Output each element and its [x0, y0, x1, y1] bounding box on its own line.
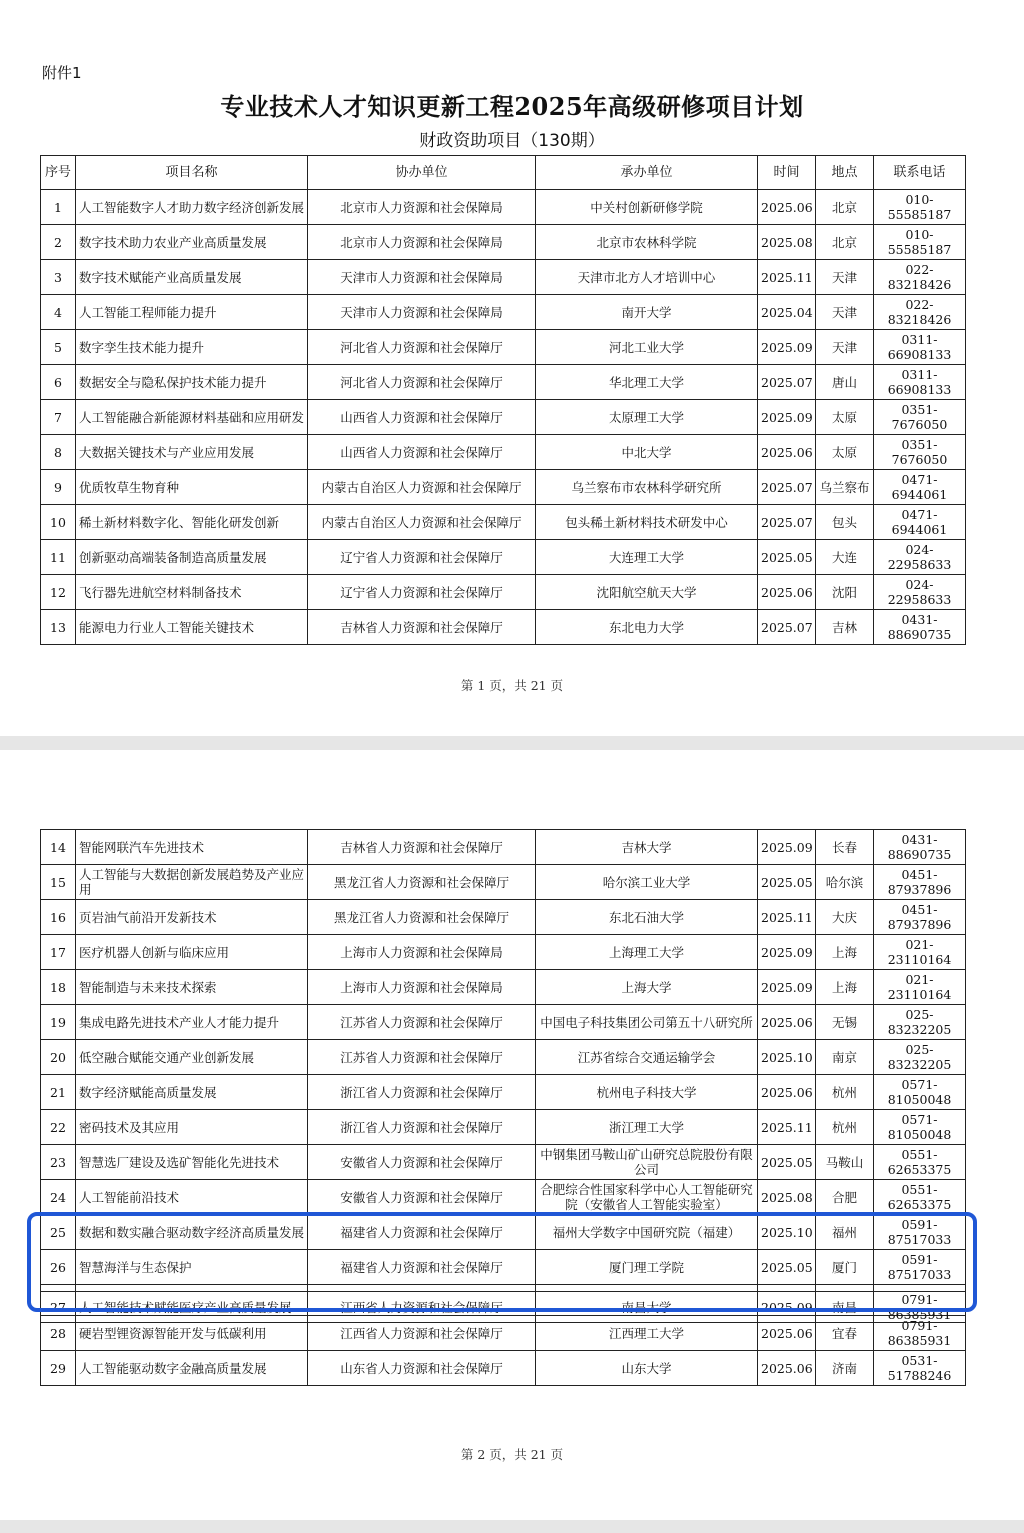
- cell-no: 12: [41, 575, 76, 610]
- cell-project-name: 硬岩型锂资源智能开发与低碳利用: [76, 1316, 308, 1351]
- cell-place: 合肥: [816, 1180, 874, 1215]
- cell-place: 大庆: [816, 900, 874, 935]
- cell-co-organizer: 安徽省人力资源和社会保障厅: [308, 1180, 536, 1215]
- cell-no: 1: [41, 190, 76, 225]
- header-time: 时间: [758, 156, 816, 190]
- cell-no: 28: [41, 1316, 76, 1351]
- cell-no: 11: [41, 540, 76, 575]
- table-row: [41, 435, 966, 470]
- cell-phone: 0451-87937896: [874, 900, 966, 935]
- cell-phone: 0351-7676050: [874, 400, 966, 435]
- cell-project-name: 智慧海洋与生态保护: [76, 1250, 308, 1285]
- cell-time: 2025.05: [758, 540, 816, 575]
- cell-time: 2025.07: [758, 365, 816, 400]
- cell-time: 2025.06: [758, 1075, 816, 1110]
- cell-place: 无锡: [816, 1005, 874, 1040]
- cell-place: 包头: [816, 505, 874, 540]
- cell-time: 2025.07: [758, 505, 816, 540]
- cell-time: 2025.11: [758, 1110, 816, 1145]
- cell-phone: 010-55585187: [874, 225, 966, 260]
- cell-project-name: 人工智能驱动数字金融高质量发展: [76, 1351, 308, 1386]
- cell-time: 2025.05: [758, 1145, 816, 1180]
- table-row: [41, 1110, 966, 1145]
- table-row: [41, 365, 966, 400]
- cell-host: 浙江理工大学: [536, 1110, 758, 1145]
- cell-place: 唐山: [816, 365, 874, 400]
- cell-co-organizer: 福建省人力资源和社会保障厅: [308, 1215, 536, 1250]
- cell-place: 杭州: [816, 1075, 874, 1110]
- header-host: 承办单位: [536, 156, 758, 190]
- cell-no: 27: [41, 1292, 76, 1323]
- cell-phone: 024-22958633: [874, 540, 966, 575]
- table-row: [41, 1005, 966, 1040]
- cell-co-organizer: 辽宁省人力资源和社会保障厅: [308, 540, 536, 575]
- cell-project-name: 人工智能技术赋能医疗产业高质量发展: [76, 1292, 308, 1323]
- cell-time: 2025.10: [758, 1215, 816, 1250]
- cell-no: 5: [41, 330, 76, 365]
- cell-place: 乌兰察布: [816, 470, 874, 505]
- cell-project-name: 智能网联汽车先进技术: [76, 830, 308, 865]
- project-table-page-1: [40, 155, 966, 645]
- cell-host: 南开大学: [536, 295, 758, 330]
- table-row: [41, 865, 966, 900]
- cell-host: 山东大学: [536, 1351, 758, 1386]
- cell-place: 太原: [816, 400, 874, 435]
- cell-phone: 021-23110164: [874, 970, 966, 1005]
- cell-phone: 022-83218426: [874, 260, 966, 295]
- cell-phone: 0471-6944061: [874, 470, 966, 505]
- cell-host: 江西理工大学: [536, 1316, 758, 1351]
- cell-place: 天津: [816, 260, 874, 295]
- cell-no: 22: [41, 1110, 76, 1145]
- cell-host: 太原理工大学: [536, 400, 758, 435]
- cell-no: 16: [41, 900, 76, 935]
- cell-phone: 022-83218426: [874, 295, 966, 330]
- table-row: [41, 1040, 966, 1075]
- cell-phone: 0311-66908133: [874, 330, 966, 365]
- cell-time: 2025.09: [758, 1292, 816, 1323]
- cell-no: 29: [41, 1351, 76, 1386]
- cell-no: 4: [41, 295, 76, 330]
- cell-phone: 0471-6944061: [874, 505, 966, 540]
- cell-host: 中关村创新研修学院: [536, 190, 758, 225]
- header-no: 序号: [41, 156, 76, 190]
- cell-place: 北京: [816, 225, 874, 260]
- cell-time: 2025.06: [758, 435, 816, 470]
- cell-co-organizer: 山西省人力资源和社会保障厅: [308, 435, 536, 470]
- cell-host: 中钢集团马鞍山矿山研究总院股份有限公司: [536, 1145, 758, 1180]
- cell-place: 马鞍山: [816, 1145, 874, 1180]
- cell-place: 长春: [816, 830, 874, 865]
- cell-phone: 021-23110164: [874, 935, 966, 970]
- cell-time: 2025.09: [758, 970, 816, 1005]
- cell-phone: 0571-81050048: [874, 1075, 966, 1110]
- table-row: [41, 260, 966, 295]
- cell-time: 2025.06: [758, 575, 816, 610]
- table-row: [41, 330, 966, 365]
- cell-host: 杭州电子科技大学: [536, 1075, 758, 1110]
- cell-co-organizer: 河北省人力资源和社会保障厅: [308, 365, 536, 400]
- cell-host: 东北电力大学: [536, 610, 758, 645]
- table-header-row: [41, 156, 966, 190]
- cell-co-organizer: 内蒙古自治区人力资源和社会保障厅: [308, 505, 536, 540]
- cell-co-organizer: 浙江省人力资源和社会保障厅: [308, 1075, 536, 1110]
- cell-place: 杭州: [816, 1110, 874, 1145]
- cell-time: 2025.07: [758, 470, 816, 505]
- cell-time: 2025.06: [758, 1005, 816, 1040]
- cell-host: 包头稀土新材料技术研发中心: [536, 505, 758, 540]
- cell-no: 15: [41, 865, 76, 900]
- cell-project-name: 人工智能工程师能力提升: [76, 295, 308, 330]
- cell-host: 东北石油大学: [536, 900, 758, 935]
- table-row: [41, 575, 966, 610]
- cell-time: 2025.09: [758, 330, 816, 365]
- cell-host: 中北大学: [536, 435, 758, 470]
- cell-co-organizer: 吉林省人力资源和社会保障厅: [308, 830, 536, 865]
- cell-phone: 0431-88690735: [874, 830, 966, 865]
- cell-place: 吉林: [816, 610, 874, 645]
- document-page-1: [0, 0, 1024, 736]
- cell-no: 23: [41, 1145, 76, 1180]
- cell-time: 2025.09: [758, 935, 816, 970]
- cell-co-organizer: 江西省人力资源和社会保障厅: [308, 1292, 536, 1323]
- cell-place: 沈阳: [816, 575, 874, 610]
- cell-project-name: 智慧选厂建设及选矿智能化先进技术: [76, 1145, 308, 1180]
- cell-project-name: 飞行器先进航空材料制备技术: [76, 575, 308, 610]
- table-row: [41, 470, 966, 505]
- table-row: [41, 540, 966, 575]
- cell-project-name: 集成电路先进技术产业人才能力提升: [76, 1005, 308, 1040]
- cell-host: 河北工业大学: [536, 330, 758, 365]
- table-row: [41, 1075, 966, 1110]
- cell-time: 2025.05: [758, 865, 816, 900]
- cell-place: 南昌: [816, 1292, 874, 1323]
- cell-host: 上海理工大学: [536, 935, 758, 970]
- table-row: [41, 190, 966, 225]
- cell-project-name: 人工智能前沿技术: [76, 1180, 308, 1215]
- cell-project-name: 数据安全与隐私保护技术能力提升: [76, 365, 308, 400]
- cell-co-organizer: 浙江省人力资源和社会保障厅: [308, 1110, 536, 1145]
- cell-place: 宜春: [816, 1316, 874, 1351]
- cell-place: 福州: [816, 1215, 874, 1250]
- cell-co-organizer: 天津市人力资源和社会保障局: [308, 260, 536, 295]
- cell-time: 2025.09: [758, 830, 816, 865]
- cell-no: 6: [41, 365, 76, 400]
- cell-phone: 0551-62653375: [874, 1180, 966, 1215]
- cell-project-name: 数字经济赋能高质量发展: [76, 1075, 308, 1110]
- cell-no: 2: [41, 225, 76, 260]
- cell-co-organizer: 北京市人力资源和社会保障局: [308, 190, 536, 225]
- table-row: [41, 935, 966, 970]
- cell-project-name: 医疗机器人创新与临床应用: [76, 935, 308, 970]
- cell-place: 济南: [816, 1351, 874, 1386]
- cell-host: 吉林大学: [536, 830, 758, 865]
- cell-no: 17: [41, 935, 76, 970]
- table-row: [41, 1145, 966, 1180]
- cell-phone: 0571-81050048: [874, 1110, 966, 1145]
- table-row: [41, 1292, 966, 1323]
- cell-host: 福州大学数字中国研究院（福建）: [536, 1215, 758, 1250]
- table-row: [41, 505, 966, 540]
- cell-host: 南昌大学: [536, 1292, 758, 1323]
- cell-place: 上海: [816, 935, 874, 970]
- cell-host: 北京市农林科学院: [536, 225, 758, 260]
- cell-project-name: 智能制造与未来技术探索: [76, 970, 308, 1005]
- table-row: [41, 1215, 966, 1250]
- cell-co-organizer: 天津市人力资源和社会保障局: [308, 295, 536, 330]
- cell-co-organizer: 吉林省人力资源和社会保障厅: [308, 610, 536, 645]
- row-27-partially-hidden: [40, 1292, 965, 1326]
- cell-project-name: 人工智能数字人才助力数字经济创新发展: [76, 190, 308, 225]
- cell-phone: 0351-7676050: [874, 435, 966, 470]
- cell-host: 华北理工大学: [536, 365, 758, 400]
- cell-no: 19: [41, 1005, 76, 1040]
- cell-co-organizer: 上海市人力资源和社会保障局: [308, 970, 536, 1005]
- cell-no: 14: [41, 830, 76, 865]
- cell-co-organizer: 山西省人力资源和社会保障厅: [308, 400, 536, 435]
- table-row: [41, 1250, 966, 1285]
- cell-phone: 0431-88690735: [874, 610, 966, 645]
- cell-time: 2025.04: [758, 295, 816, 330]
- cell-no: 18: [41, 970, 76, 1005]
- cell-host: 哈尔滨工业大学: [536, 865, 758, 900]
- cell-time: 2025.08: [758, 1180, 816, 1215]
- table-row: [41, 970, 966, 1005]
- cell-co-organizer: 江苏省人力资源和社会保障厅: [308, 1005, 536, 1040]
- cell-phone: 0791-86385931: [874, 1316, 966, 1351]
- cell-phone: 025-83232205: [874, 1040, 966, 1075]
- cell-project-name: 创新驱动高端装备制造高质量发展: [76, 540, 308, 575]
- cell-no: 26: [41, 1250, 76, 1285]
- cell-place: 太原: [816, 435, 874, 470]
- document-title: 专业技术人才知识更新工程2025年高级研修项目计划: [220, 92, 804, 121]
- cell-no: 21: [41, 1075, 76, 1110]
- cell-co-organizer: 河北省人力资源和社会保障厅: [308, 330, 536, 365]
- cell-co-organizer: 内蒙古自治区人力资源和社会保障厅: [308, 470, 536, 505]
- document-subtitle: 财政资助项目（130期）: [419, 131, 605, 151]
- cell-project-name: 稀土新材料数字化、智能化研发创新: [76, 505, 308, 540]
- row-27-table: [40, 1291, 966, 1323]
- cell-phone: 0791-86385931: [874, 1292, 966, 1323]
- cell-place: 哈尔滨: [816, 865, 874, 900]
- cell-time: 2025.07: [758, 610, 816, 645]
- page-separator: [0, 736, 1024, 750]
- cell-co-organizer: 上海市人力资源和社会保障局: [308, 935, 536, 970]
- cell-project-name: 人工智能融合新能源材料基础和应用研发: [76, 400, 308, 435]
- cell-project-name: 大数据关键技术与产业应用发展: [76, 435, 308, 470]
- attachment-label: 附件1: [42, 64, 82, 82]
- cell-no: 9: [41, 470, 76, 505]
- cell-no: 24: [41, 1180, 76, 1215]
- page-footer-2: 第 2 页，共 21 页: [460, 1447, 564, 1462]
- header-co-organizer: 协办单位: [308, 156, 536, 190]
- table-row: [41, 225, 966, 260]
- cell-no: 10: [41, 505, 76, 540]
- cell-host: 天津市北方人才培训中心: [536, 260, 758, 295]
- cell-co-organizer: 黑龙江省人力资源和社会保障厅: [308, 865, 536, 900]
- cell-co-organizer: 黑龙江省人力资源和社会保障厅: [308, 900, 536, 935]
- header-place: 地点: [816, 156, 874, 190]
- table-row: [41, 900, 966, 935]
- table-row: [41, 1351, 966, 1386]
- cell-phone: 0551-62653375: [874, 1145, 966, 1180]
- cell-phone: 025-83232205: [874, 1005, 966, 1040]
- cell-place: 上海: [816, 970, 874, 1005]
- table-row: [41, 400, 966, 435]
- cell-host: 乌兰察布市农林科学研究所: [536, 470, 758, 505]
- cell-project-name: 人工智能与大数据创新发展趋势及产业应用: [76, 865, 308, 900]
- cell-co-organizer: 江苏省人力资源和社会保障厅: [308, 1040, 536, 1075]
- header-phone: 联系电话: [874, 156, 966, 190]
- cell-place: 天津: [816, 295, 874, 330]
- cell-host: 江苏省综合交通运输学会: [536, 1040, 758, 1075]
- cell-no: 20: [41, 1040, 76, 1075]
- cell-time: 2025.08: [758, 225, 816, 260]
- cell-host: 中国电子科技集团公司第五十八研究所: [536, 1005, 758, 1040]
- cell-co-organizer: 江西省人力资源和社会保障厅: [308, 1316, 536, 1351]
- cell-phone: 0311-66908133: [874, 365, 966, 400]
- header-project-name: 项目名称: [76, 156, 308, 190]
- cell-time: 2025.09: [758, 400, 816, 435]
- table-row: [41, 610, 966, 645]
- cell-time: 2025.06: [758, 1316, 816, 1351]
- cell-place: 厦门: [816, 1250, 874, 1285]
- cell-co-organizer: 北京市人力资源和社会保障局: [308, 225, 536, 260]
- cell-phone: 0451-87937896: [874, 865, 966, 900]
- cell-time: 2025.11: [758, 260, 816, 295]
- cell-host: 厦门理工学院: [536, 1250, 758, 1285]
- cell-project-name: 数字孪生技术能力提升: [76, 330, 308, 365]
- cell-host: 大连理工大学: [536, 540, 758, 575]
- cell-project-name: 数字技术助力农业产业高质量发展: [76, 225, 308, 260]
- cell-place: 北京: [816, 190, 874, 225]
- cell-host: 上海大学: [536, 970, 758, 1005]
- cell-time: 2025.06: [758, 190, 816, 225]
- cell-project-name: 低空融合赋能交通产业创新发展: [76, 1040, 308, 1075]
- cell-co-organizer: 安徽省人力资源和社会保障厅: [308, 1145, 536, 1180]
- cell-phone: 0591-87517033: [874, 1215, 966, 1250]
- cell-project-name: 优质牧草生物育种: [76, 470, 308, 505]
- cell-co-organizer: 辽宁省人力资源和社会保障厅: [308, 575, 536, 610]
- cell-host: 沈阳航空航天大学: [536, 575, 758, 610]
- cell-project-name: 能源电力行业人工智能关键技术: [76, 610, 308, 645]
- cell-no: 8: [41, 435, 76, 470]
- cell-no: 3: [41, 260, 76, 295]
- cell-no: 25: [41, 1215, 76, 1250]
- cell-co-organizer: 山东省人力资源和社会保障厅: [308, 1351, 536, 1386]
- cell-no: 13: [41, 610, 76, 645]
- cell-project-name: 页岩油气前沿开发新技术: [76, 900, 308, 935]
- cell-time: 2025.11: [758, 900, 816, 935]
- cell-host: 合肥综合性国家科学中心人工智能研究院（安徽省人工智能实验室）: [536, 1180, 758, 1215]
- cell-project-name: 数字技术赋能产业高质量发展: [76, 260, 308, 295]
- page-footer-1: 第 1 页，共 21 页: [460, 678, 564, 693]
- cell-place: 天津: [816, 330, 874, 365]
- cell-place: 大连: [816, 540, 874, 575]
- table-row: [41, 295, 966, 330]
- cell-phone: 0591-87517033: [874, 1250, 966, 1285]
- cell-phone: 0531-51788246: [874, 1351, 966, 1386]
- cell-place: 南京: [816, 1040, 874, 1075]
- cell-project-name: 数据和数实融合驱动数字经济高质量发展: [76, 1215, 308, 1250]
- cell-time: 2025.06: [758, 1351, 816, 1386]
- table-row: [41, 830, 966, 865]
- cell-co-organizer: 福建省人力资源和社会保障厅: [308, 1250, 536, 1285]
- cell-time: 2025.05: [758, 1250, 816, 1285]
- page-separator-bottom: [0, 1520, 1024, 1533]
- cell-phone: 010-55585187: [874, 190, 966, 225]
- table-row: [41, 1180, 966, 1215]
- cell-time: 2025.10: [758, 1040, 816, 1075]
- cell-phone: 024-22958633: [874, 575, 966, 610]
- cell-project-name: 密码技术及其应用: [76, 1110, 308, 1145]
- cell-no: 7: [41, 400, 76, 435]
